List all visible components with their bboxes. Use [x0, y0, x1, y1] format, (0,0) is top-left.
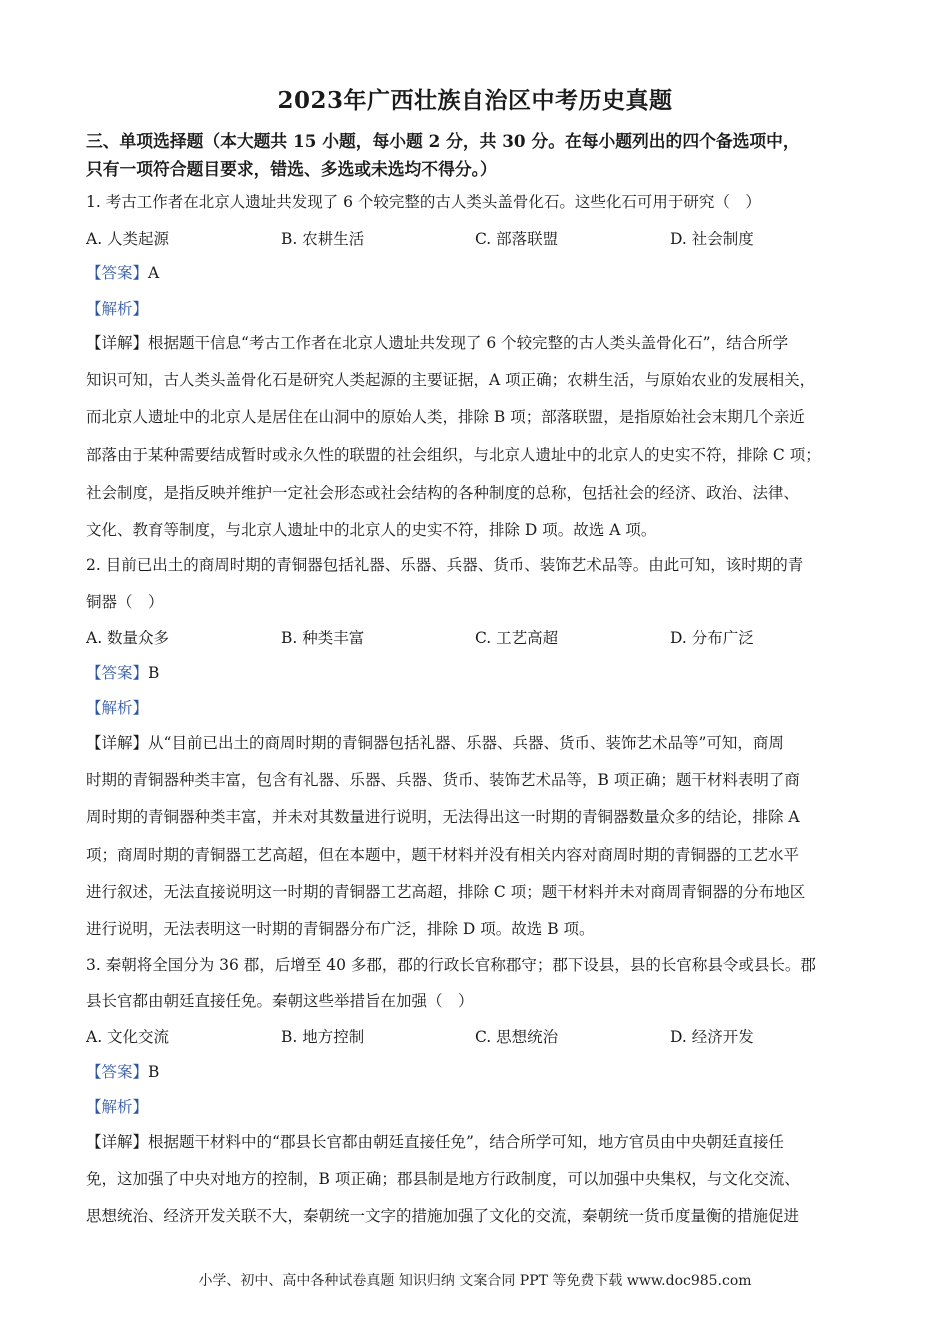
question-2-detail-line [86, 731, 784, 753]
answer-value: A [148, 264, 160, 282]
section-heading-line-2: 只有一项符合题目要求，错选、多选或未选均不得分。） [86, 159, 497, 179]
question-3-detail-line: 思想统治、经济开发关联不大，秦朝统一文字的措施加强了文化的交流，秦朝统一货币度量衡的措施促进 [86, 1207, 800, 1225]
question-1-analysis-label: 【解析】 [86, 300, 149, 318]
detail-text: 根据题干信息“考古工作者在北京人遗址共发现了 6 个较完整的古人类头盖骨化石”，结合所学 [148, 334, 789, 352]
section-heading-line-1: 三、单项选择题（本大题共 15 小题，每小题 2 分，共 30 分。在每小题列出的四个备选项中， [86, 131, 800, 151]
question-1-option-d: D. 社会制度 [670, 230, 754, 248]
question-1-option-b: B. 农耕生活 [281, 230, 365, 248]
question-1-detail-line: 部落由于某种需要结成暂时或永久性的联盟的社会组织，与北京人遗址中的北京人的史实不符，排除 C 项； [86, 446, 821, 464]
question-2-option-a: A. 数量众多 [86, 629, 170, 647]
question-3-stem: 县长官都由朝廷直接任免。秦朝这些举措旨在加强（ ） [86, 992, 474, 1010]
question-2-detail-line: 时期的青铜器种类丰富，包含有礼器、乐器、兵器、货币、装饰艺术品等，B 项正确；题干材料表明了商 [86, 771, 800, 789]
detail-text: 从“目前已出土的商周时期的青铜器包括礼器、乐器、兵器、货币、装饰艺术品等”可知，商周 [148, 734, 784, 752]
question-1-stem: 1. 考古工作者在北京人遗址共发现了 6 个较完整的古人类头盖骨化石。这些化石可用于研究（ ） [86, 193, 761, 211]
question-2-analysis-label: 【解析】 [86, 699, 149, 717]
question-1-option-c: C. 部落联盟 [475, 230, 559, 248]
question-1-detail-line: 而北京人遗址中的北京人是居住在山洞中的原始人类，排除 B 项；部落联盟，是指原始社会末期几个亲近 [86, 408, 805, 426]
detail-label: 【详解】 [86, 1133, 149, 1151]
question-3-detail-line [86, 1130, 784, 1152]
question-3-option-d: D. 经济开发 [670, 1028, 754, 1046]
question-3-option-a: A. 文化交流 [86, 1028, 170, 1046]
question-2-option-c: C. 工艺高超 [475, 629, 559, 647]
answer-value: B [148, 664, 160, 682]
question-2-detail-line: 进行叙述，无法直接说明这一时期的青铜器工艺高超，排除 C 项；题干材料并未对商周青铜器的分布地区 [86, 883, 806, 901]
answer-value: B [148, 1063, 160, 1081]
question-2-option-d: D. 分布广泛 [670, 629, 754, 647]
question-1-detail-line [86, 331, 788, 353]
question-1-detail-line: 文化、教育等制度，与北京人遗址中的北京人的史实不符，排除 D 项。故选 A 项。 [86, 521, 657, 539]
question-1-detail-line: 知识可知，古人类头盖骨化石是研究人类起源的主要证据，A 项正确；农耕生活，与原始农业的发展相关， [86, 371, 816, 389]
question-3-option-c: C. 思想统治 [475, 1028, 559, 1046]
question-2-option-b: B. 种类丰富 [281, 629, 365, 647]
question-3-detail-line: 免，这加强了中央对地方的控制，B 项正确；郡县制是地方行政制度，可以加强中央集权，与文化交流、 [86, 1170, 800, 1188]
question-3-analysis-label: 【解析】 [86, 1098, 149, 1116]
answer-label: 【答案】 [86, 664, 149, 682]
question-3-option-b: B. 地方控制 [281, 1028, 365, 1046]
page-title: 2023年广西壮族自治区中考历史真题 [277, 87, 673, 114]
detail-label: 【详解】 [86, 334, 149, 352]
question-1-answer [86, 261, 159, 283]
question-2-answer [86, 661, 159, 683]
question-3-stem: 3. 秦朝将全国分为 36 郡，后增至 40 多郡，郡的行政长官称郡守；郡下设县，县的长官称县令或县长。郡 [86, 956, 816, 974]
question-2-detail-line: 项；商周时期的青铜器工艺高超，但在本题中，题干材料并没有相关内容对商周时期的青铜器的工艺水平 [86, 846, 800, 864]
question-2-stem: 2. 目前已出土的商周时期的青铜器包括礼器、乐器、兵器、货币、装饰艺术品等。由此可知，该时期的青 [86, 556, 804, 574]
answer-label: 【答案】 [86, 1063, 149, 1081]
answer-label: 【答案】 [86, 264, 149, 282]
page-footer: 小学、初中、高中各种试卷真题 知识归纳 文案合同 PPT 等免费下载 www.doc985.com [198, 1273, 752, 1289]
question-1-option-a: A. 人类起源 [86, 230, 170, 248]
detail-label: 【详解】 [86, 734, 149, 752]
question-2-detail-line: 周时期的青铜器种类丰富，并未对其数量进行说明，无法得出这一时期的青铜器数量众多的结论，排除 A [86, 808, 800, 826]
detail-text: 根据题干材料中的“郡县长官都由朝廷直接任免”，结合所学可知，地方官员由中央朝廷直接任 [148, 1133, 784, 1151]
question-2-stem: 铜器（ ） [86, 593, 164, 611]
question-1-detail-line: 社会制度，是指反映并维护一定社会形态或社会结构的各种制度的总称，包括社会的经济、政治、法律、 [86, 484, 800, 502]
question-2-detail-line: 进行说明，无法表明这一时期的青铜器分布广泛，排除 D 项。故选 B 项。 [86, 920, 595, 938]
question-3-answer [86, 1060, 159, 1082]
